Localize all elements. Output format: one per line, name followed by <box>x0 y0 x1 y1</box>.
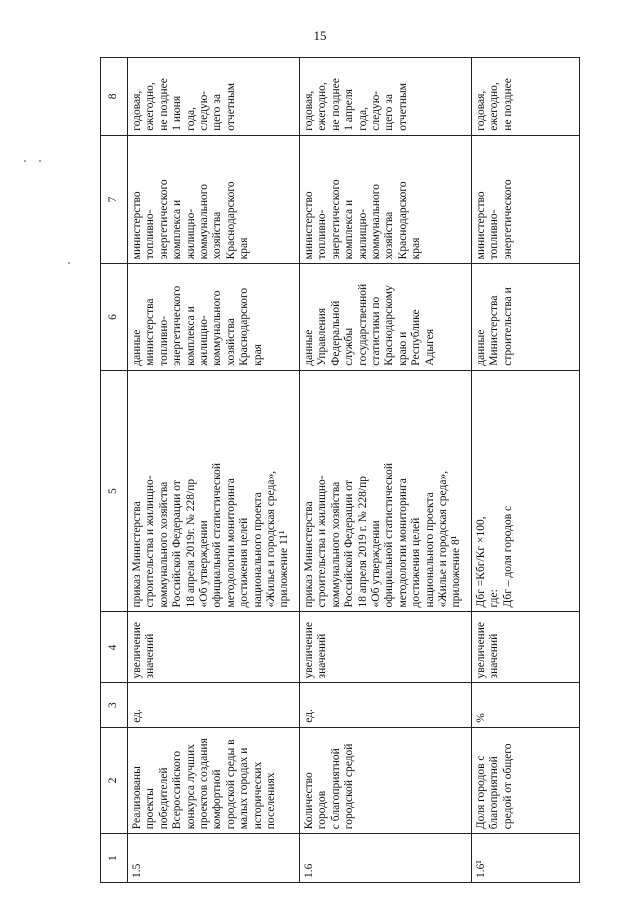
unit-cell: % <box>472 683 580 727</box>
column-header: 3 <box>101 683 128 727</box>
source-cell: данные Министерства строительства и <box>472 264 580 370</box>
column-header: 6 <box>101 264 128 370</box>
responsible-cell: министерство топливно- энергетического <box>472 135 580 264</box>
row-number: 1.5 <box>128 834 300 883</box>
period-cell: годовая, ежегодно, не позднее 1 июня года, следую- щего за отчетным <box>128 58 300 136</box>
indicator-name: Количество городов с благоприятной городской средой <box>300 727 472 833</box>
source-cell: данные министерства топливно- энергетического комплекса и жилищно- коммунального хозяйства Краснодарского края <box>128 264 300 370</box>
scan-speck <box>24 160 26 162</box>
table-header-row <box>101 58 128 883</box>
page-number: 15 <box>313 28 327 43</box>
method-cell: Дбг =Кбг/Кг ×100, где: Дбг – доля городов с <box>472 370 580 612</box>
table-row <box>472 58 580 883</box>
column-header: 2 <box>101 727 128 833</box>
column-header: 5 <box>101 370 128 612</box>
table-row <box>128 58 300 883</box>
trend-cell: увеличение значений <box>300 612 472 683</box>
scan-speck <box>39 160 41 162</box>
indicators-table <box>100 57 580 883</box>
column-header: 4 <box>101 612 128 683</box>
row-number: 1.6¹ <box>472 834 580 883</box>
trend-cell: увеличение значений <box>472 612 580 683</box>
scan-speck <box>68 262 70 264</box>
column-header: 1 <box>101 834 128 883</box>
method-cell: приказ Министерства строительства и жилищно- коммунального хозяйства Российской Федерации от 18 апреля 2019 г. № 228/пр «Об утверждении официальной статистической методологии мониторинга достижения целей национального проекта «Жилье и городская среда», приложение 8¹ <box>300 370 472 612</box>
rotated-table-container <box>100 57 580 883</box>
indicator-name: Реализованы проекты победителей Всероссийского конкурса лучших проектов создания комфортной городской среды в малых городах и исторических поселениях <box>128 727 300 833</box>
column-header: 8 <box>101 58 128 136</box>
indicator-name: Доля городов с благоприятной средой от общего <box>472 727 580 833</box>
source-cell: данные Управления Федеральной службы государственной статистики по Краснодарскому краю и Республике Адыгея <box>300 264 472 370</box>
period-cell: годовая, ежегодно, не позднее <box>472 58 580 136</box>
column-header: 7 <box>101 135 128 264</box>
unit-cell: ед. <box>300 683 472 727</box>
row-number: 1.6 <box>300 834 472 883</box>
responsible-cell: министерство топливно- энергетического комплекса и жилищно- коммунального хозяйства Краснодарского края <box>300 135 472 264</box>
method-cell: приказ Министерства строительства и жилищно- коммунального хозяйства Российской Федерации от 18 апреля 2019г. № 228/пр «Об утверждении официальной статистической методологии мониторинга достижения целей национального проекта «Жилье и городская среда», приложение 11¹ <box>128 370 300 612</box>
table-row <box>300 58 472 883</box>
trend-cell: увеличение значений <box>128 612 300 683</box>
table-wrapper <box>100 57 580 883</box>
period-cell: годовая, ежегодно, не позднее 1 апреля года, следую- щего за отчетным <box>300 58 472 136</box>
unit-cell: ед. <box>128 683 300 727</box>
responsible-cell: министерство топливно- энергетического комплекса и жилищно- коммунального хозяйства Краснодарского края <box>128 135 300 264</box>
